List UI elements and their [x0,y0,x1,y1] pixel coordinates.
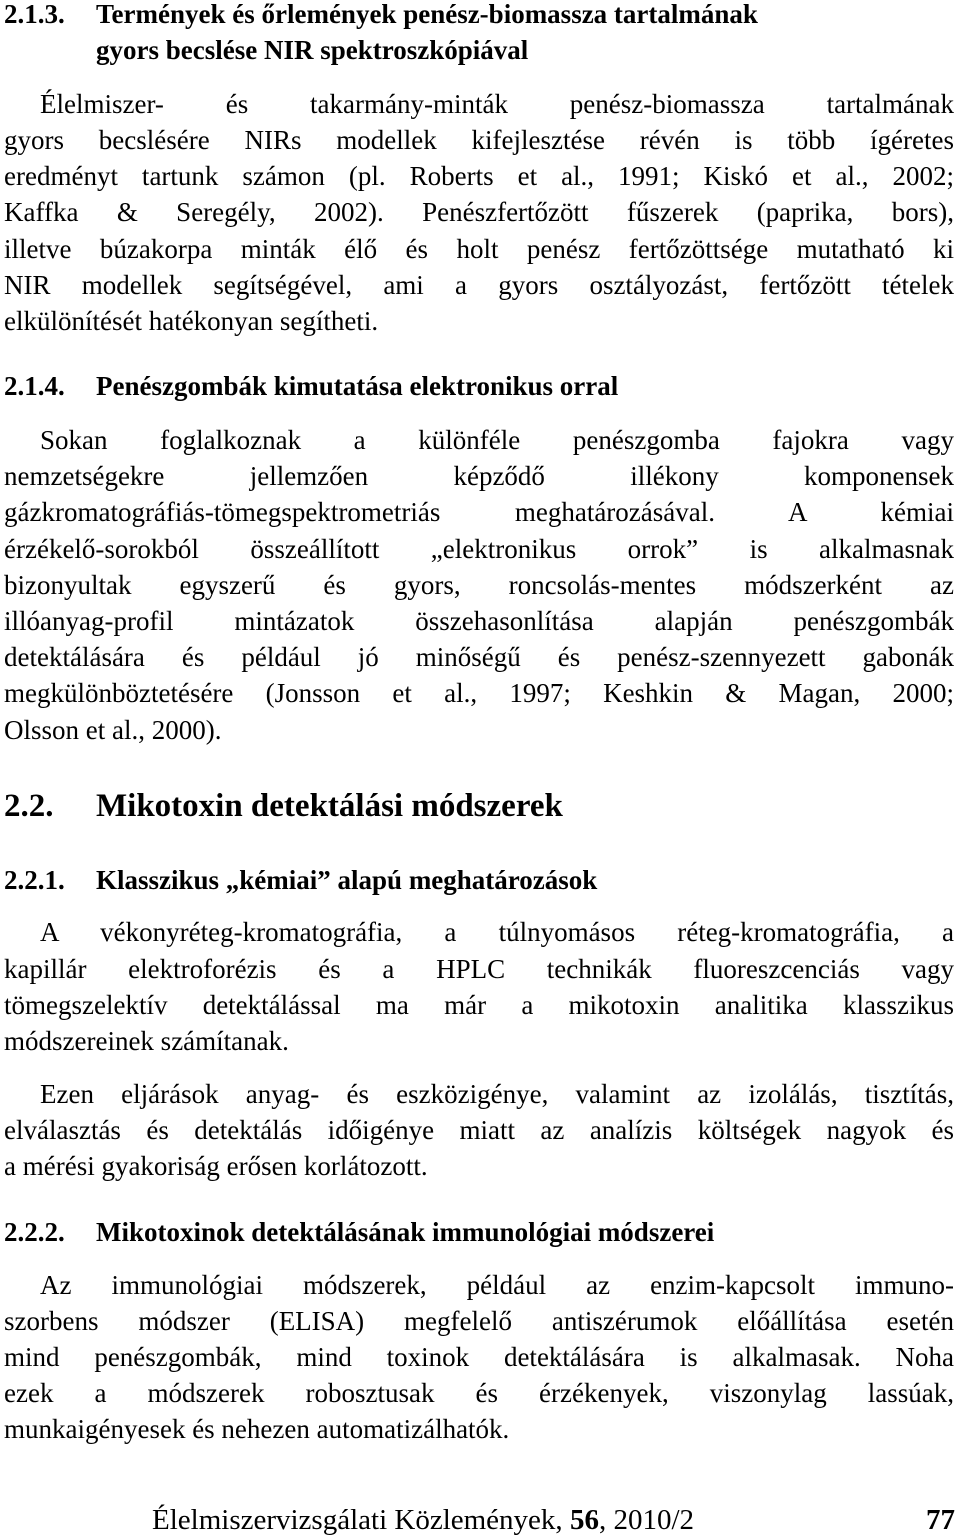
paragraph-line: bizonyultak egyszerű és gyors, roncsolás-mentes módszerként az [4,570,954,600]
paragraph-line: Olsson et al., 2000). [4,715,222,745]
section-heading-2-1-3-cont: gyors becslése NIR spektroszkópiával [96,35,529,65]
section-title: Mikotoxinok detektálásának immunológiai módszerei [96,1217,715,1247]
paragraph-line: érzékelő-sorokból összeállított „elektronikus orrok” is alkalmasnak [4,534,954,564]
section-title: Termények és őrlemények penész-biomassza tartalmának [96,0,758,29]
paragraph-line: detektálására és például jó minőségű és penész-szennyezett gabonák [4,642,954,672]
paragraph-line: gázkromatográfiás-tömegspektrometriás meghatározásával. A kémiai [4,497,954,527]
paragraph-line: megkülönböztetésére (Jonsson et al., 1997; Keshkin & Magan, 2000; [4,678,954,708]
section-heading-2-2-2 [4,1214,954,1250]
section-number: 2.2.2. [4,1217,65,1247]
paragraph-line: elválasztás és detektálás időigénye miatt az analízis költségek nagyok és [4,1115,954,1145]
paragraph-line: Az immunológiai módszerek, például az enzim-kapcsolt immuno- [40,1270,954,1300]
paragraph-line: mind penészgombák, mind toxinok detektálására is alkalmasak. Noha [4,1342,954,1372]
paragraph-line: módszereinek számítanak. [4,1026,289,1056]
section-title: Klasszikus „kémiai” alapú meghatározások [96,865,598,895]
journal-volume: 56 [569,1504,599,1536]
section-number: 2.2. [4,788,54,824]
section-title: Penészgombák kimutatása elektronikus orral [96,371,619,401]
paragraph-line: kapillár elektroforézis és a HPLC technikák fluoreszcenciás vagy [4,954,954,984]
paragraph-line: tömegszelektív detektálással ma már a mikotoxin analitika klasszikus [4,990,954,1020]
paragraph-line: a mérési gyakoriság erősen korlátozott. [4,1151,428,1181]
paragraph-line: eredményt tartunk számon (pl. Roberts et al., 1991; Kiskó et al., 2002; [4,161,954,191]
page-number: 77 [926,1504,955,1536]
journal-citation [152,1502,694,1538]
chapter-heading-2-2 [4,788,954,824]
paragraph-line: A vékonyréteg-kromatográfia, a túlnyomásos réteg-kromatográfia, a [40,917,954,947]
section-heading-2-1-3 [4,0,954,32]
paragraph-line: elkülönítését hatékonyan segítheti. [4,306,379,336]
journal-issue: , 2010/2 [598,1504,694,1536]
paragraph-line: nemzetségekre jellemzően képződő illékony komponensek [4,461,954,491]
paragraph-line: ezek a módszerek robosztusak és érzékenyek, viszonylag lassúak, [4,1378,954,1408]
paragraph-line: gyors becslésére NIRs modellek kifejlesztése révén is több ígéretes [4,125,954,155]
section-title: Mikotoxin detektálási módszerek [96,788,563,824]
paragraph-line: Ezen eljárások anyag- és eszközigénye, valamint az izolálás, tisztítás, [40,1079,954,1109]
journal-name: Élelmiszervizsgálati Közlemények, [152,1504,570,1536]
paragraph-line: illóanyag-profil mintázatok összehasonlítása alapján penészgombák [4,606,954,636]
section-heading-2-2-1 [4,862,954,898]
section-number: 2.1.4. [4,371,65,401]
section-number: 2.1.3. [4,0,65,29]
paragraph-line: Élelmiszer- és takarmány-minták penész-biomassza tartalmának [40,89,954,119]
paragraph-line: szorbens módszer (ELISA) megfelelő antiszérumok előállítása esetén [4,1306,954,1336]
paragraph-line: munkaigényesek és nehezen automatizálhatók. [4,1414,510,1444]
paragraph-line: NIR modellek segítségével, ami a gyors osztályozást, fertőzött tételek [4,270,954,300]
paragraph-line: illetve búzakorpa minták élő és holt penész fertőzöttsége mutatható ki [4,234,954,264]
section-number: 2.2.1. [4,865,65,895]
paragraph-line: Sokan foglalkoznak a különféle penészgomba fajokra vagy [40,425,954,455]
section-heading-2-1-4 [4,368,954,404]
paragraph-line: Kaffka & Seregély, 2002). Penészfertőzött fűszerek (paprika, bors), [4,197,954,227]
